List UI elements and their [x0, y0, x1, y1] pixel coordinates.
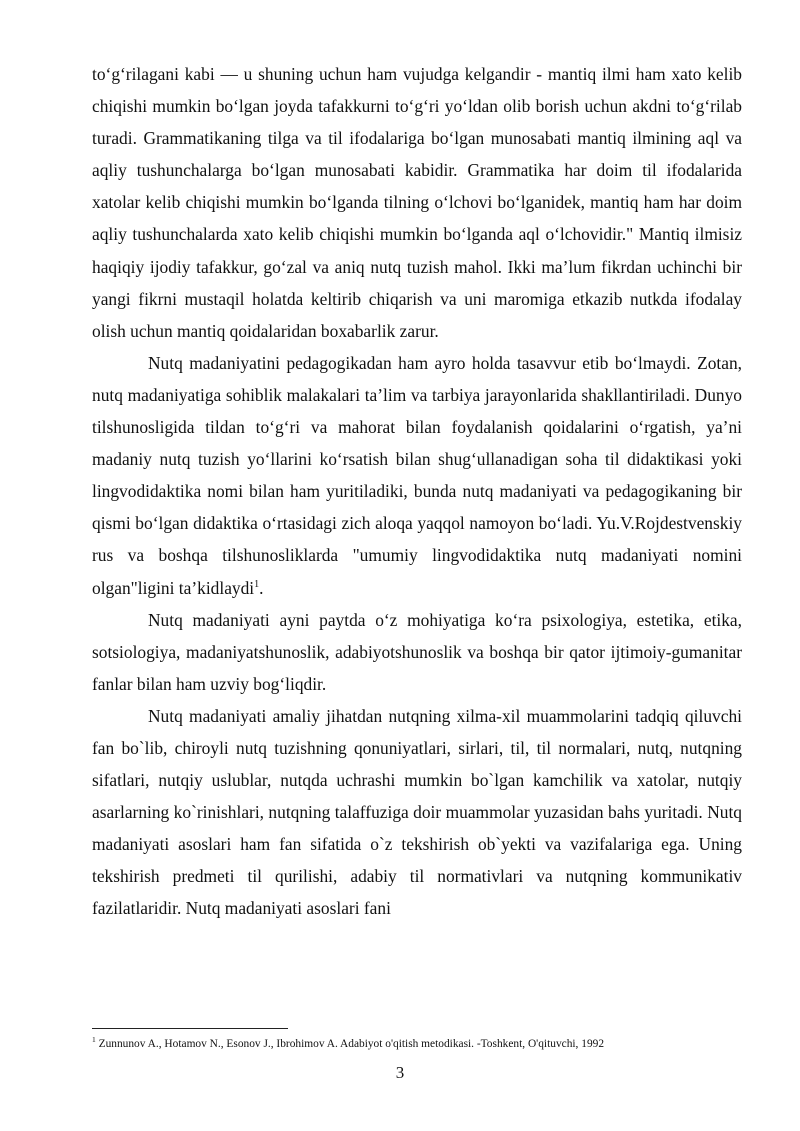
footnote-marker: 1 [92, 1035, 96, 1045]
footnote-reference[interactable]: 1 [254, 578, 260, 590]
page-number: 3 [395, 1063, 405, 1082]
paragraph-3: Nutq madaniyati ayni paytda o‘z mohiyatiga ko‘ra psixologiya, estetika, etika, sotsiologiya, madaniyatshunoslik, adabiyotshunoslik va boshqa bir qator ijtimoiy-gumanitar fanlar bilan ham uzviy bog‘liqdir. [92, 609, 742, 694]
paragraph-2 [92, 347, 742, 604]
footnote-text: Zunnunov A., Hotamov N., Esonov J., Ibrohimov A. Adabiyot o'qitish metodikasi. -Toshkent, O'qituvchi, 1992 [98, 1038, 605, 1050]
footnote [92, 1036, 742, 1052]
paragraph-4: Nutq madaniyati amaliy jihatdan nutqning xilma-xil muammolarini tadqiq qiluvchi fan bo`lib, chiroyli nutq tuzishning qonuniyatlari, sirlari, til, til normalari, nutq, nutqning sifatlari, nutqiy uslublar, nutqda uchrashi mumkin bo`lgan kamchilik va xatolar, nutqiy asarlarning ko`rinishlari, nutqning talaffuziga doir muammolar yuzasidan bahs yuritadi. Nutq madaniyati asoslari ham fan sifatida o`z tekshirish ob`yekti va vazifalariga ega. Uning tekshirish predmeti til qurilishi, adabiy til normativlari va nutqning kommunikativ fazilatlaridir. Nutq madaniyati asoslari fani [92, 705, 742, 919]
paragraph-1: to‘g‘rilagani kabi — u shuning uchun ham vujudga kelgandir - mantiq ilmi ham xato kelib chiqishi mumkin bo‘lgan joyda tafakkurni to‘g‘ri yo‘ldan olib borish uchun akdni to‘g‘rilab turadi. Grammatikaning tilga va til ifodalariga bo‘lgan munosabati mantiq ilmining aql va aqliy tushunchalarga bo‘lgan munosabati kabidir. Grammatika har doim til ifodalarida xatolar kelib chiqishi mumkin bo‘lganda tilning o‘lchovi bo‘lganidek, mantiq ham har doim aqliy tushunchalarda xato kelib chiqishi mumkin bo‘lganda aql o‘lchovidir." Mantiq ilmisiz haqiqiy ijodiy tafakkur, go‘zal va aniq nutq tuzish mahol. Ikki ma’lum fikrdan uchinchi bir yangi fikrni mustaqil holatda keltirib chiqarish va uni maromiga etkazib nutkda ifodalay olish uchun mantiq qoidalaridan boxabarlik zarur. [92, 64, 742, 341]
body-text [92, 58, 742, 925]
footnote-divider [92, 1028, 288, 1029]
paragraph-2-end: . [259, 577, 264, 598]
paragraph-2-text: Nutq madaniyatini pedagogikadan ham ayro holda tasavvur etib bo‘lmaydi. Zotan, nutq madaniyatiga sohiblik malakalari ta’lim va tarbiya jarayonlarida shakllantiriladi. Dunyo tilshunosligida tildan to‘g‘ri va mahorat bilan foydalanish qoidalarini o‘rgatish, ya’ni madaniy nutq tuzish yo‘llarini ko‘rsatish bilan shug‘ullanadigan soha til didaktikasi yoki lingvodidaktika nomi bilan ham yuritiladiki, bunda nutq madaniyati va pedagogikaning bir qismi bo‘lgan didaktika o‘rtasidagi zich aloqa yaqqol namoyon bo‘ladi. Yu.V.Rojdestvenskiy rus va boshqa tilshunosliklarda "umumiy lingvodidaktika nutq madaniyati nomini olgan"ligini ta’kidlaydi [92, 352, 742, 598]
